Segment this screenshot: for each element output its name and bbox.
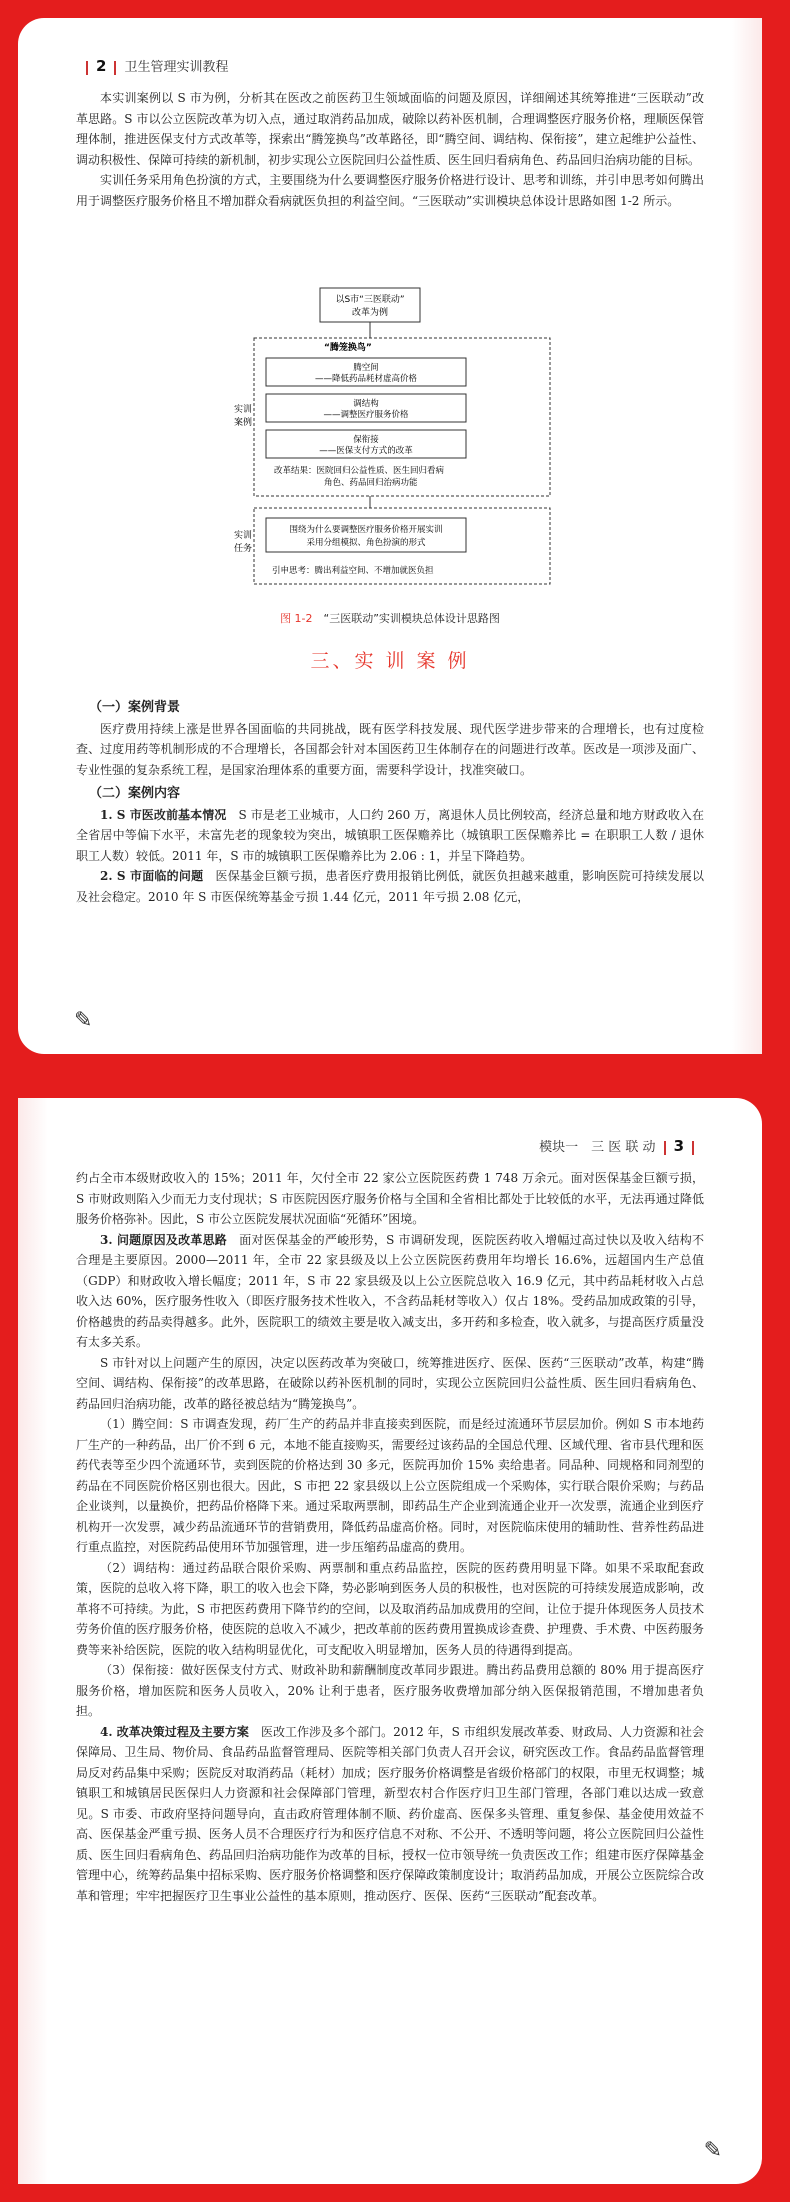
background-paragraph: 医疗费用持续上涨是世界各国面临的共同挑战，既有医学科技发展、现代医学进步带来的合理增长，也有过度检查、过度用药等机制形成的不合理增长，各国都会针对本国医药卫生体制存在的问题进行改革。医改是一项涉及面广、专业性强的复杂系统工程，是国家治理体系的重要方面，需要科学设计，找准突破口。 — [76, 721, 704, 777]
case-label-line2: 案例 — [234, 418, 253, 428]
task-note: 引申思考：腾出利益空间、不增加就医负担 — [272, 566, 434, 576]
running-head: 卫生管理实训教程 — [124, 60, 229, 75]
page-right — [18, 1098, 762, 2184]
item-text: 医改工作涉及多个部门。2012 年，S 市组织发展改革委、财政局、人力资源和社会保障局、卫生局、物价局、食品药品监督管理局、医院等相关部门负责人召开会议，研究医改工作。食品药品监督管理局反对药品集中采购；医院反对取消药品（耗材）加成；医疗服务价格调整是省级价格部门的权限，市里无权调整；城镇职工和城镇居民医保归人力资源和社会保障部门管理，新型农村合作医疗归卫生部门管理，各部门难以达成一致意见。S 市委、市政府坚持问题导向，直击政府管理体制不顺、药价虚高、医保多头管理、重复参保、基金使用效益不高、医保基金严重亏损、医务人员不合理医疗行为和医疗信息不对称、不公开、不透明等问题，将公立医院回归公益性质、医生回归看病角色、药品回归治病功能作为改革的目标，授权一位市领导统一负责医改工作；组建市医疗保障基金管理中心，统筹药品集中招标采购、医疗服务价格调整和医疗保障政策制度设计；取消药品加成，开展公立医院综合改革和管理；牢牢把握医疗卫生事业公益性的基本原则，推动医疗、医保、医药“三医联动”配套改革。 — [76, 1724, 704, 1903]
box2-title: 调结构 — [353, 399, 379, 409]
figure-caption-text: “三医联动”实训模块总体设计思路图 — [323, 612, 500, 625]
intro-text — [76, 88, 704, 211]
intro-paragraph: 本实训案例以 S 市为例，分析其在医改之前医药卫生领域面临的问题及原因，详细阐述其统筹推进“三医联动”改革思路。S 市以公立医院改革为切入点，通过取消药品加成，破除以药补医机制，合理调整医疗服务价格，理顺医保管理体制，推进医保支付方式改革等，探索出“腾笼换鸟”改革路径，即“腾空间、调结构、保衔接”，建立起维护公益性、调动积极性、保障可持续的新机制，初步实现公立医院回归公益性质、医生回归看病角色、药品回归治病功能的目标。 — [76, 91, 704, 167]
pen-icon: ✎ — [74, 1008, 93, 1033]
page-header — [78, 56, 228, 75]
item-lead: 1. S 市医改前基本情况 — [100, 807, 227, 822]
box1-subtitle: ——降低药品耗材虚高价格 — [314, 374, 418, 384]
task-box-line2: 采用分组模拟、角色扮演的形式 — [306, 538, 426, 548]
page-number: 3 — [673, 1137, 684, 1155]
header-divider — [86, 61, 88, 75]
continued-paragraph: 约占全市本级财政收入的 15%；2011 年，欠付全市 22 家公立医院医药费 1 748 万余元。面对医保基金巨额亏损，S 市财政则陷入少而无力支付现状；S 市医院因医疗服务价格与全国和全省相比都处于比较低的水平，无法再通过降低服务价格弥补。因此，S 市公立医院发展状况面临“死循环”困境。 — [76, 1171, 704, 1226]
item-text: S 市是老工业城市，人口约 260 万，离退休人员比例较高，经济总量和地方财政收入在全省居中等偏下水平，未富先老的现象较为突出，城镇职工医保赡养比（城镇职工医保赡养比 = 在职职工人数 / 退休职工人数）较低。2011 年，S 市的城镇职工医保赡养比为 2.06 : 1，并呈下降趋势。 — [76, 807, 704, 863]
header-divider — [114, 61, 116, 75]
box3-subtitle: ——医保支付方式的改革 — [319, 446, 413, 456]
header-divider — [664, 1141, 666, 1155]
item-lead: 3. 问题原因及改革思路 — [100, 1232, 228, 1247]
result-line1: 改革结果：医院回归公益性质、医生回归看病 — [274, 466, 445, 476]
diagram-top-box-line2: 改革为例 — [351, 308, 389, 318]
header-divider — [692, 1141, 694, 1155]
task-box-line1: 围绕为什么要调整医疗服务价格开展实训 — [289, 525, 443, 535]
flow-diagram — [234, 286, 558, 610]
case-label-line1: 实训 — [234, 405, 253, 415]
sub-item-3: （3）保衔接：做好医保支付方式、财政补助和薪酬制度改革同步跟进。腾出药品费用总额的 80% 用于提高医疗服务价格，增加医院和医务人员收入，20% 让利于患者，医疗服务收费增加部分纳入医保报销范围，不增加患者负担。 — [76, 1663, 704, 1718]
reform-paragraph: S 市针对以上问题产生的原因，决定以医药改革为突破口，统筹推进医疗、医保、医药“三医联动”改革，构建“腾空间、调结构、保衔接”的改革思路，在破除以药补医机制的同时，实现公立医院回归公益性质、医生回归看病角色、药品回归治病功能，改革的路径被总结为“腾笼换鸟”。 — [76, 1355, 704, 1411]
section-title: 三、实 训 案 例 — [310, 650, 470, 672]
case-item-4 — [76, 1722, 704, 1907]
case-item-3 — [76, 1230, 704, 1353]
subsection-heading: （二）案例内容 — [89, 786, 181, 801]
box2-subtitle: ——调整医疗服务价格 — [323, 410, 409, 420]
pen-icon: ✎ — [703, 2138, 722, 2163]
diagram-top-box-line1: 以S市“三医联动” — [335, 295, 405, 305]
box3-title: 保衔接 — [353, 435, 379, 445]
running-head: 模块一 三 医 联 动 — [539, 1140, 656, 1155]
page-edge-shade — [18, 1098, 48, 2184]
sub-item-1: （1）腾空间：S 市调查发现，药厂生产的药品并非直接卖到医院，而是经过流通环节层层加价。例如 S 市本地药厂生产的一种药品，出厂价不到 6 元，本地不能直接购买，需要经过该药品的全国总代理、区域代理、省市县代理和医药代表等至少四个流通环节，卖到医院的价格达到 30 多元，医院再加价 15% 卖给患者。同品种、同规格和同剂型的药品在不同医院价格区别也很大。因此，S 市把 22 家县级以上公立医院组成一个采购体，实行联合限价采购；与药品企业谈判，以量换价，把药品价格降下来。通过采取两票制，即药品生产企业到流通企业开一次发票，流通企业到医疗机构开一次发票，减少药品流通环节的营销费用，降低药品虚高价格。同时，对医院临床使用的辅助性、营养性药品进行重点监控，对医院药品使用环节加强管理，进一步压缩药品虚高的费用。 — [76, 1417, 704, 1554]
task-label-line2: 任务 — [234, 544, 253, 554]
item-text: 面对医保基金的严峻形势，S 市调研发现，医院医药收入增幅过高过快以及收入结构不合理是主要原因。2000—2011 年，全市 22 家县级及以上公立医院医药费用年均增长 16.6%，远超国内生产总值（GDP）和财政收入增长幅度；2011 年，S 市 22 家县级及以上公立医院总收入 16.9 亿元，其中药品耗材收入占总收入达 60%，医疗服务性收入（即医疗服务技术性收入，不含药品耗材等收入）仅占 18%。受药品加成政策的引导，价格越贵的药品卖得越多。此外，医院职工的绩效主要是收入减支出，多开药和多检查，收入就多，与提高医疗质量没有太多关系。 — [76, 1232, 704, 1349]
figure-number: 图 1-2 — [280, 612, 313, 625]
page-header — [539, 1136, 702, 1155]
sub-item-2: （2）调结构：通过药品联合限价采购、两票制和重点药品监控，医院的医药费用明显下降。如果不采取配套政策，医院的总收入将下降，职工的收入也会下降，势必影响到医务人员的积极性，也对医院的可持续发展造成影响，改革将不可持续。为此，S 市把医药费用下降节约的空间，以及取消药品加成费用的空间，让位于提升体现医务人员技术劳务价值的医疗服务价格，使医院的总收入不减少，把改革前的医药费用置换成诊查费、护理费、手术费、中医药服务费等来补给医院，医院的收入结构明显优化，可支配收入明显增加，医务人员的待遇得到提高。 — [76, 1560, 704, 1657]
page-edge-shade — [732, 18, 762, 1054]
page-left — [18, 18, 762, 1054]
case-item-2 — [76, 866, 704, 907]
flow-diagram-svg — [234, 286, 558, 606]
task-label-line1: 实训 — [234, 531, 253, 541]
group-title: “腾笼换鸟” — [324, 343, 372, 353]
case-text — [76, 694, 704, 907]
page-number: 2 — [96, 57, 107, 75]
result-line2: 角色、药品回归治病功能 — [324, 478, 418, 488]
figure-caption — [18, 610, 762, 626]
intro-paragraph: 实训任务采用角色扮演的方式，主要围绕为什么要调整医疗服务价格进行设计、思考和训练，并引申思考如何腾出用于调整医疗服务价格且不增加群众看病就医负担的利益空间。“三医联动”实训模块总体设计思路如图 1-2 所示。 — [76, 173, 704, 208]
item-text: 医保基金巨额亏损，患者医疗费用报销比例低，就医负担越来越重，影响医院可持续发展以及社会稳定。2010 年 S 市医保统筹基金亏损 1.44 亿元，2011 年亏损 2.08 亿元， — [76, 869, 704, 904]
item-lead: 2. S 市面临的问题 — [100, 869, 204, 883]
case-item-1 — [76, 805, 704, 867]
case-text-continued — [76, 1168, 704, 1906]
box1-title: 腾空间 — [353, 363, 379, 373]
subsection-heading: （一）案例背景 — [89, 700, 181, 715]
item-lead: 4. 改革决策过程及主要方案 — [100, 1724, 249, 1739]
